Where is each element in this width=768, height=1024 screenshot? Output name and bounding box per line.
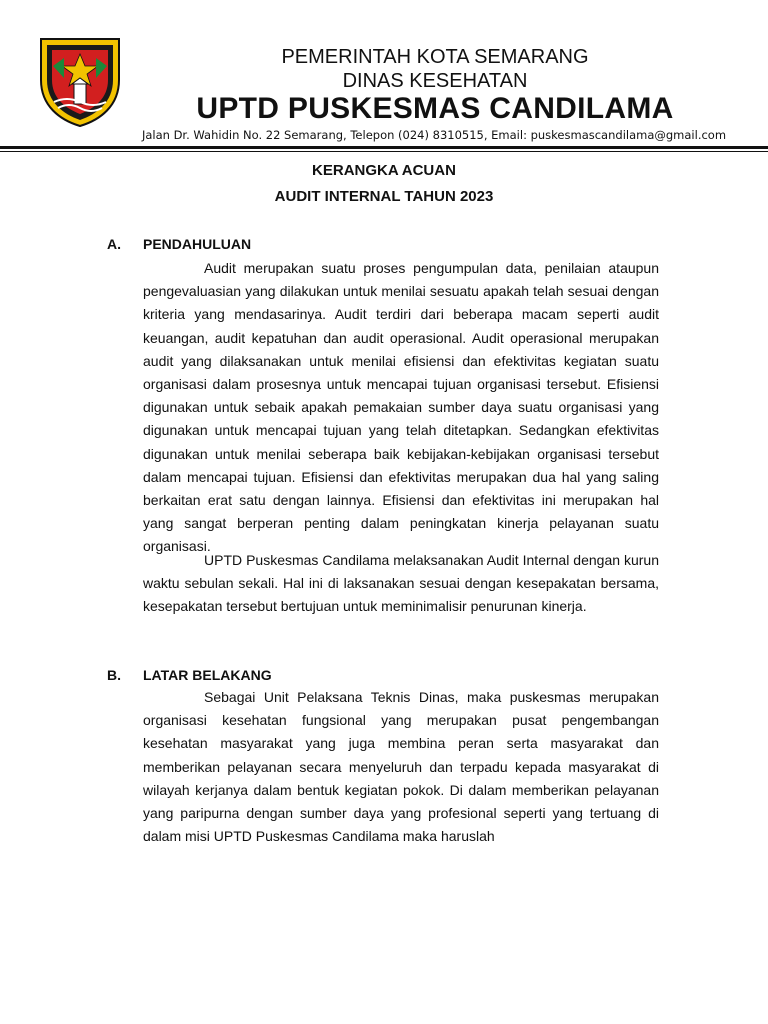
- semarang-city-crest-icon: [38, 36, 122, 128]
- letterhead-divider-thick: [0, 146, 768, 149]
- letterhead-divider-thin: [0, 151, 768, 152]
- letterhead-institution: UPTD PUSKESMAS CANDILAMA: [196, 92, 674, 125]
- section-b-paragraph-1: Sebagai Unit Pelaksana Teknis Dinas, maka puskesmas merupakan organisasi kesehatan fungsional yang merupakan pusat pengembangan kesehatan masyarakat yang juga membina peran serta masyarakat dan memberikan pelayanan secara menyeluruh dan terpadu kepada masyarakat di wilayah kerjanya dalam bentuk kegiatan pokok. Di dalam memberikan pelayanan yang paripurna dengan sumber daya yang profesional seperti yang tertuang di dalam misi UPTD Puskesmas Candilama maka haruslah: [143, 689, 659, 845]
- section-a-paragraph-2: UPTD Puskesmas Candilama melaksanakan Audit Internal dengan kurun waktu sebulan sekali. Hal ini di laksanakan sesuai dengan kesepakatan bersama, kesepakatan tersebut bertujuan untuk meminimalisir penurunan kinerja.: [143, 552, 659, 615]
- section-b-letter: B.: [107, 667, 121, 683]
- letterhead-address: Jalan Dr. Wahidin No. 22 Semarang, Telepon (024) 8310515, Email: puskesmascandilama@gmail.com: [141, 128, 727, 142]
- document-subtitle: AUDIT INTERNAL TAHUN 2023: [274, 188, 494, 205]
- section-a-heading: PENDAHULUAN: [143, 236, 252, 252]
- section-a-paragraph-1: Audit merupakan suatu proses pengumpulan data, penilaian ataupun pengevaluasian yang dilakukan untuk menilai sesuatu apakah telah sesuai dengan kriteria yang mendasarinya. Audit terdiri dari beberapa macam seperti audit keuangan, audit kepatuhan dan audit operasional. Audit operasional merupakan audit yang dilaksanakan untuk menilai efisiensi dan efektivitas kegiatan suatu organisasi dalam prosesnya untuk mencapai tujuan organisasi tersebut. Efisiensi digunakan untuk sebaik apakah pemakaian sumber daya suatu organisasi yang digunakan untuk mencapai tujuan yang telah ditetapkan. Sedangkan efektivitas digunakan untuk menilai seberapa baik kebijakan-kebijakan organisasi tersebut dalam mencapai tujuan. Efisiensi dan efektivitas merupakan dua hal yang saling berkaitan erat satu dengan lainnya. Efisiensi dan efektivitas ini merupakan hal yang sangat berperan penting dalam peningkatan kinerja pelayanan suatu organisasi.: [143, 260, 659, 555]
- letterhead-department: DINAS KESEHATAN: [342, 70, 528, 92]
- document-title: KERANGKA ACUAN: [312, 162, 456, 179]
- letterhead-government: PEMERINTAH KOTA SEMARANG: [281, 46, 589, 68]
- section-a-letter: A.: [107, 236, 121, 252]
- section-b-heading: LATAR BELAKANG: [143, 667, 272, 683]
